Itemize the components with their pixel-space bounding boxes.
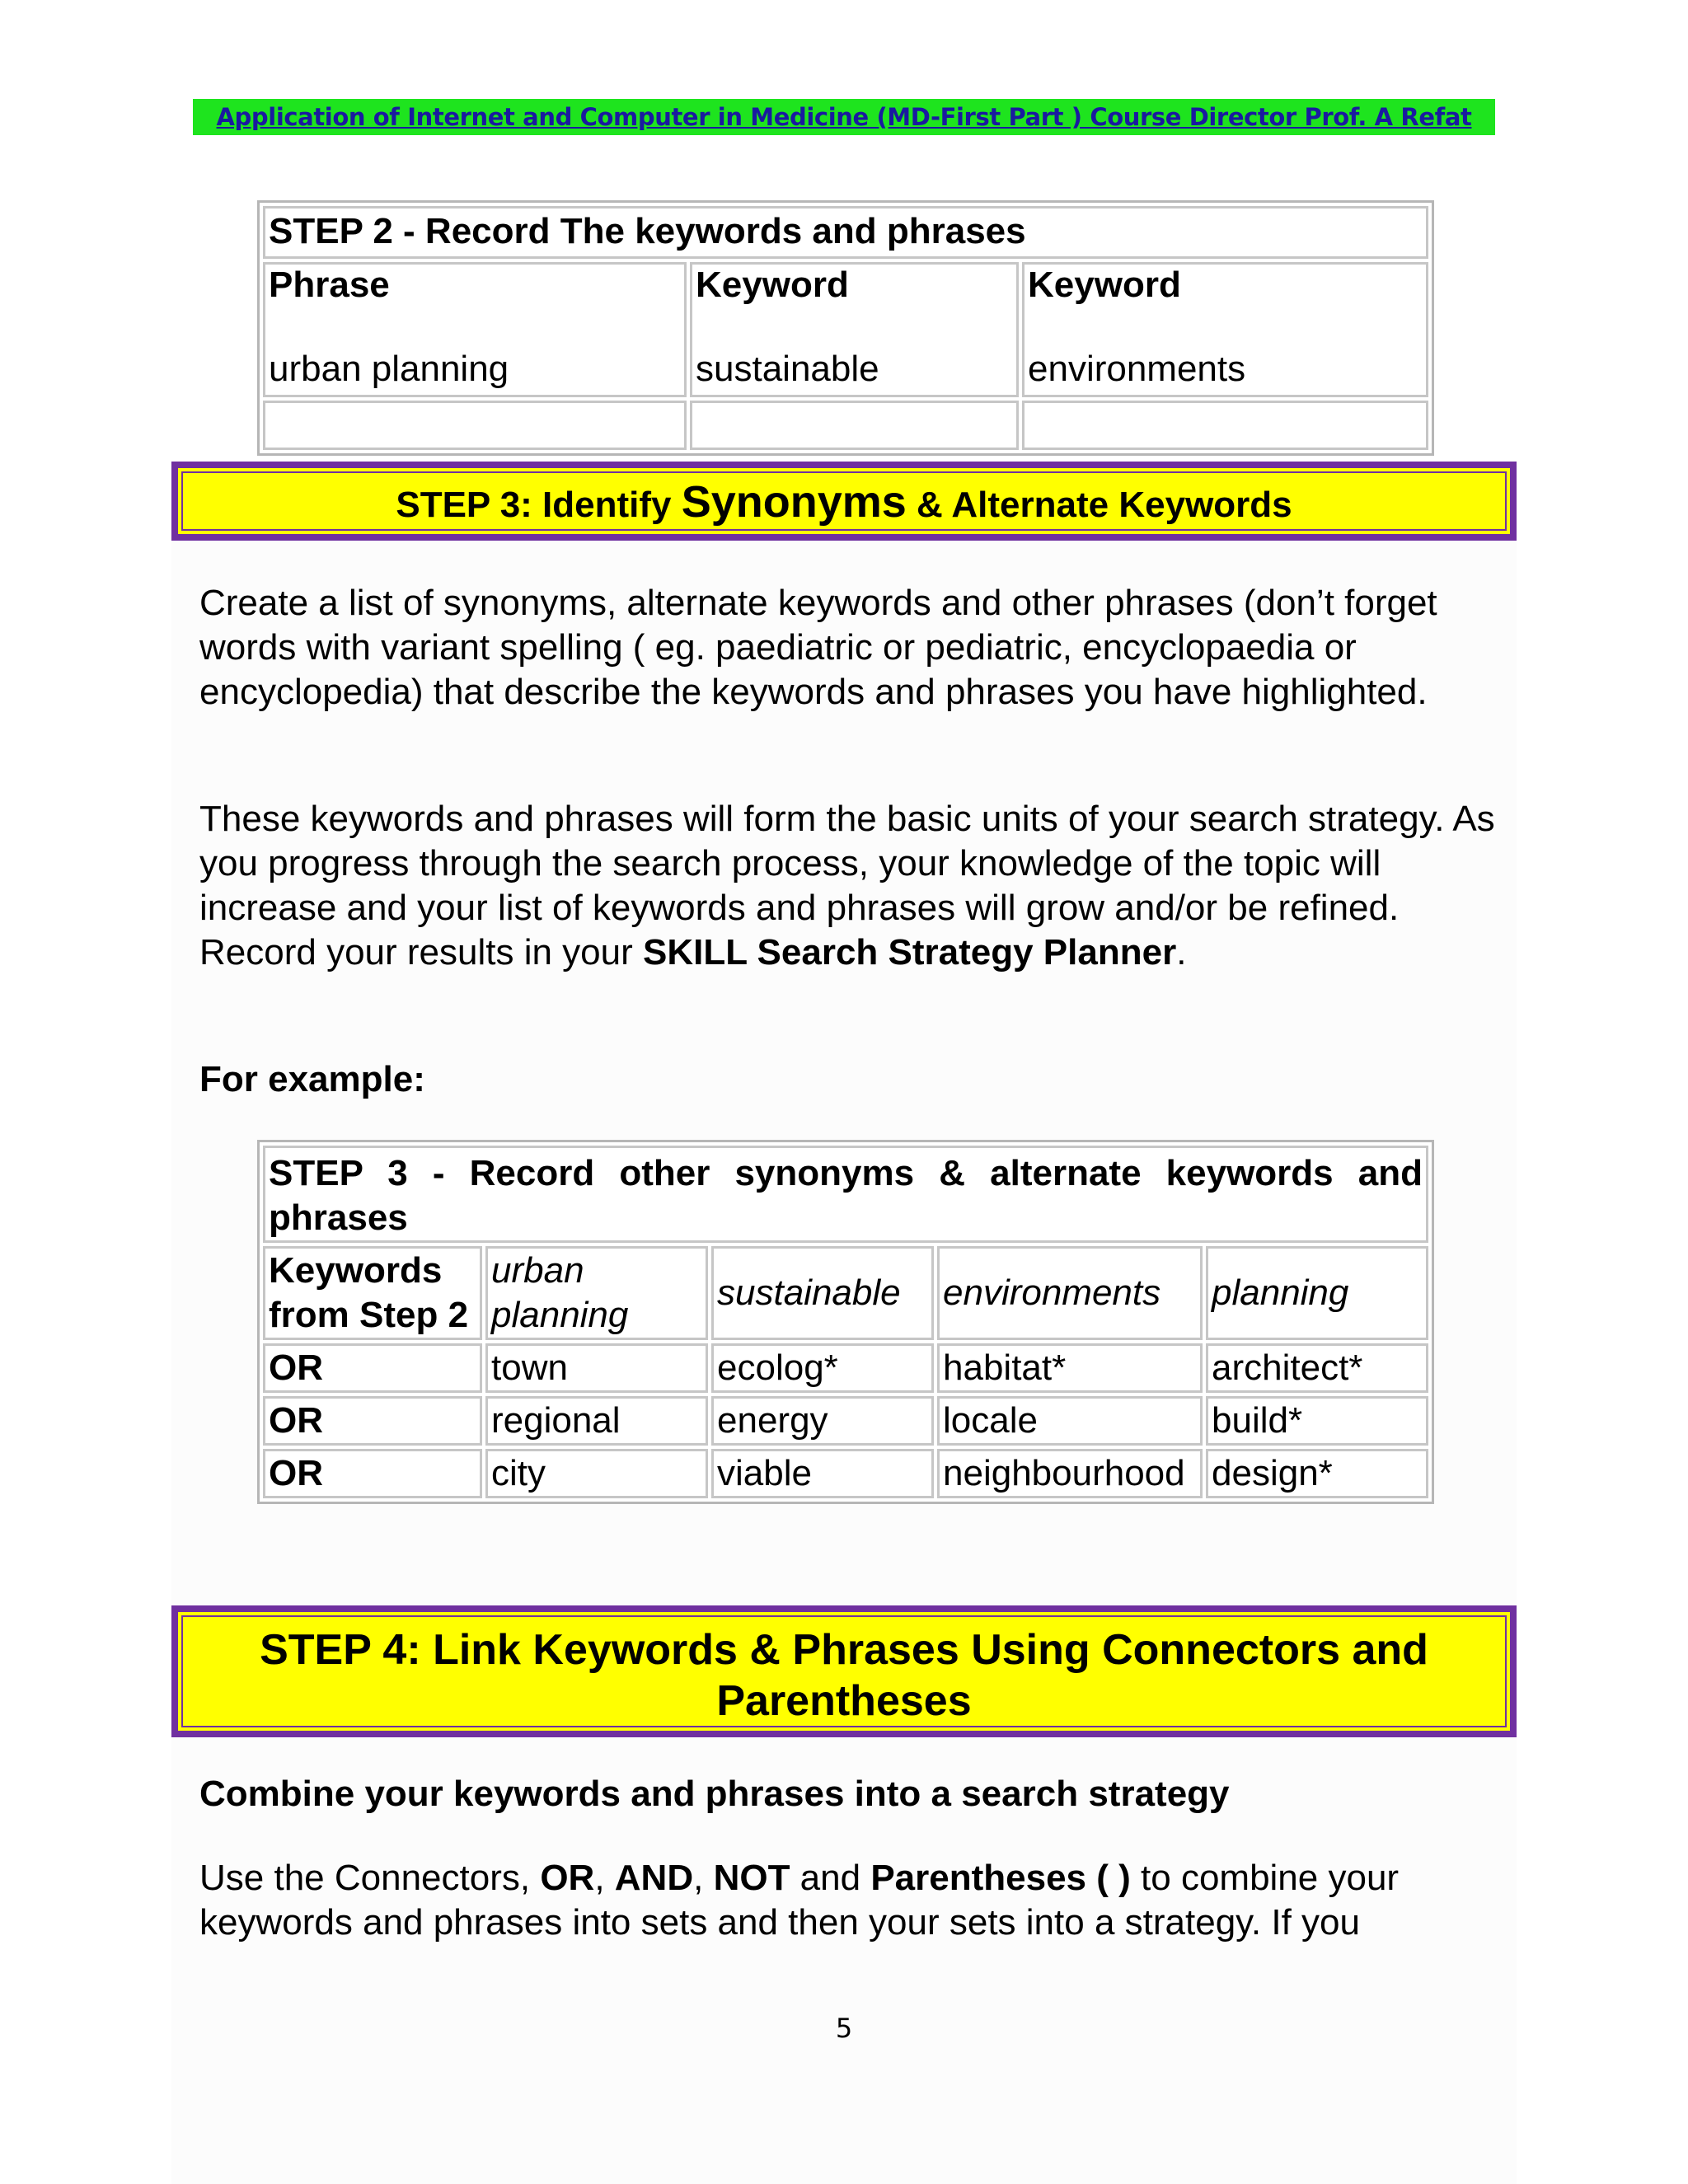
keyword-column-header: planning [1206, 1246, 1428, 1340]
paragraph-end: . [1176, 932, 1187, 972]
operator-cell: OR [263, 1396, 482, 1446]
parentheses-term: Parentheses ( ) [870, 1858, 1131, 1898]
connector-or: OR [540, 1858, 595, 1898]
step3-heading-post: & Alternate Keywords [906, 485, 1292, 525]
course-title-link[interactable]: Application of Internet and Computer in Medicine (MD-First Part ) Course Director Prof. A Refat [216, 103, 1472, 131]
connector-not: NOT [713, 1858, 790, 1898]
step3-heading-synonyms: Synonyms [681, 477, 907, 527]
synonym-cell: neighbourhood [937, 1449, 1203, 1498]
paragraph-text: , [693, 1858, 714, 1898]
connector-and: AND [614, 1858, 694, 1898]
table-cell [1022, 262, 1428, 397]
paragraph-text: Use the Connectors, [199, 1858, 541, 1898]
table-row [263, 1343, 1428, 1393]
synonym-cell: locale [937, 1396, 1203, 1446]
page-number: 5 [835, 2013, 853, 2044]
keyword-value: sustainable [696, 349, 879, 389]
operator-cell: OR [263, 1449, 482, 1498]
step3-table-title-line2: phrases [269, 1197, 408, 1238]
empty-cell [263, 401, 687, 450]
synonym-cell: ecolog* [711, 1343, 934, 1393]
keyword-column-header: sustainable [711, 1246, 934, 1340]
phrase-value: urban planning [269, 349, 509, 389]
step2-table-title: STEP 2 - Record The keywords and phrases [263, 206, 1428, 259]
keyword-column-header: environments [937, 1246, 1203, 1340]
combine-heading: Combine your keywords and phrases into a search strategy [199, 1774, 1230, 1814]
keyword-header: Keyword [1028, 265, 1181, 305]
planner-name: SKILL Search Strategy Planner [643, 932, 1177, 972]
phrase-header: Phrase [269, 265, 390, 305]
step2-table [257, 200, 1434, 456]
keyword-header: Keyword [696, 265, 849, 305]
keywords-row-label: Keywords from Step 2 [263, 1246, 482, 1340]
table-cell [690, 262, 1019, 397]
synonym-cell: energy [711, 1396, 934, 1446]
paragraph-synonyms: Create a list of synonyms, alternate keywords and other phrases (don’t forget words with variant spelling ( eg. paediatric or pediatric, encyclopaedia or encyclopedia) that describe the keywords and phrases you have highlighted. [199, 583, 1437, 712]
step3-table [257, 1140, 1434, 1504]
paragraph-text: to combine your keywords and phrases into sets and then your sets into a strategy. If you [199, 1858, 1400, 1943]
keyword-column-header: urban planning [485, 1246, 708, 1340]
table-cell [263, 262, 687, 397]
step4-heading-box [171, 1605, 1517, 1737]
paragraph-basic-units [199, 797, 1502, 975]
step3-table-title [263, 1146, 1428, 1243]
keyword-value: environments [1028, 349, 1246, 389]
synonym-cell: build* [1206, 1396, 1428, 1446]
paragraph-text: , [594, 1858, 615, 1898]
operator-cell: OR [263, 1343, 482, 1393]
step4-heading: STEP 4: Link Keywords & Phrases Using Connectors and Parentheses [260, 1626, 1428, 1725]
table-row [263, 1396, 1428, 1446]
header-bar [193, 99, 1495, 135]
synonym-cell: habitat* [937, 1343, 1203, 1393]
for-example-label: For example: [199, 1059, 425, 1099]
step3-heading-box [171, 462, 1517, 541]
paragraph-text: and [790, 1858, 871, 1898]
synonym-cell: regional [485, 1396, 708, 1446]
paragraph-connectors [199, 1856, 1502, 1945]
paragraph-text: These keywords and phrases will form the basic units of your search strategy. As you progress through the search process, your knowledge of the topic will increase and your list of keywords and phrases will grow and/or be refined. Record your results in your [199, 799, 1495, 972]
step3-table-title-line1: STEP 3 - Record other synonyms & alternate keywords and [269, 1153, 1423, 1193]
empty-cell [690, 401, 1019, 450]
synonym-cell: city [485, 1449, 708, 1498]
synonym-cell: town [485, 1343, 708, 1393]
empty-cell [1022, 401, 1428, 450]
step3-heading-pre: STEP 3: Identify [396, 485, 682, 525]
table-row [263, 1449, 1428, 1498]
synonym-cell: design* [1206, 1449, 1428, 1498]
synonym-cell: architect* [1206, 1343, 1428, 1393]
synonym-cell: viable [711, 1449, 934, 1498]
